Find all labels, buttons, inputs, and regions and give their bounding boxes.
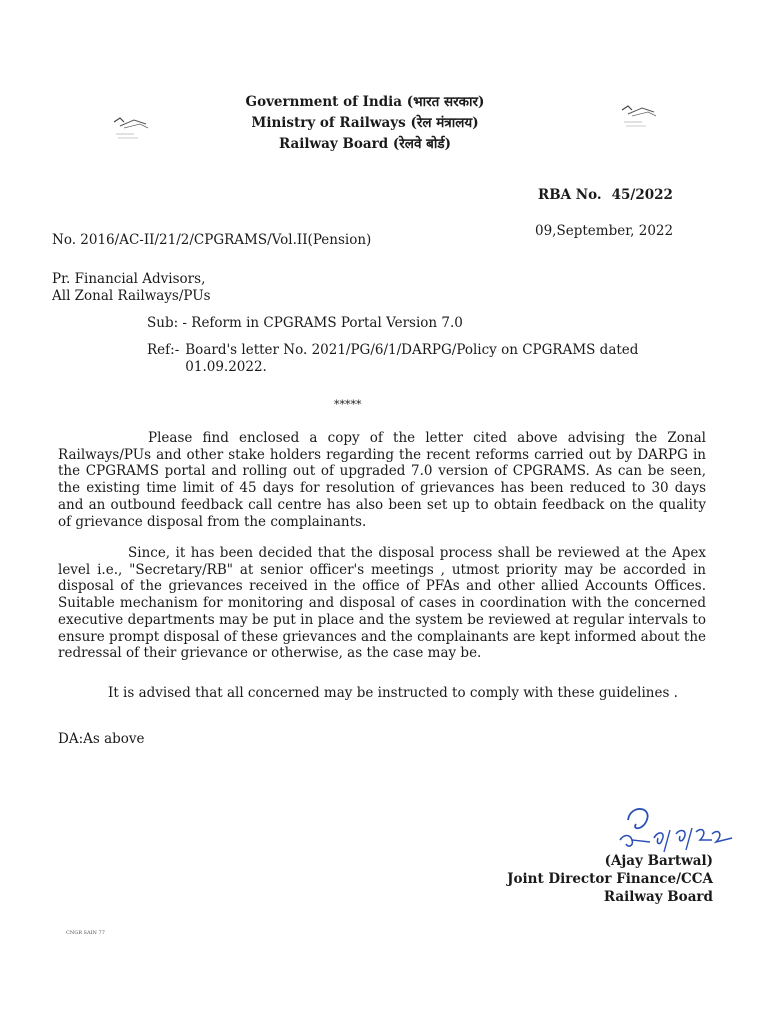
letterhead [200, 92, 530, 155]
rba-label: RBA No. [538, 187, 602, 203]
letter-date: 09,September, 2022 [535, 223, 674, 239]
signatory-office: Railway Board [603, 889, 713, 905]
indian-railways-logo-icon [608, 96, 668, 136]
addressee-line-2: All Zonal Railways/PUs [52, 288, 211, 304]
body-paragraph-1: Please find enclosed a copy of the letter cited above advising the Zonal Railways/PUs and other stake holders regarding the recent reforms carried out by DARPG in the CPGRAMS portal and rolling out of upgraded 7.0 version of CPGRAMS. As can be seen, the existing time limit of 45 days for resolution of grievances has been reduced to 30 days and an outbound feedback call centre has also been set up to obtain feedback on the quality of grievance disposal from the complainants. [58, 430, 706, 530]
signatory-designation: Joint Director Finance/CCA [507, 871, 713, 887]
separator: ***** [334, 398, 362, 411]
letterhead-government: Government of India (भारत सरकार) [245, 94, 485, 110]
indian-railways-logo-icon [100, 108, 160, 148]
rba-number [538, 187, 673, 203]
body-paragraph-3: It is advised that all concerned may be instructed to comply with these guidelines . [108, 685, 678, 701]
footer-code: CNGR SAIN 77 [66, 930, 105, 936]
letterhead-ministry: Ministry of Railways (रेल मंत्रालय) [251, 115, 479, 131]
body-paragraph-2: Since, it has been decided that the disposal process shall be reviewed at the Apex level i.e., "Secretary/RB" at senior officer's meetings , utmost priority may be accorded in disposal of the grievances received in the office of PFAs and other allied Accounts Offices. Suitable mechanism for monitoring and disposal of cases in coordination with the concerned executive departments may be put in place and the system be reviewed at regular intervals to ensure prompt disposal of these grievances and the complainants are kept informed about the redressal of their grievance or otherwise, as the case may be. [58, 545, 706, 662]
enclosure-note: DA:As above [58, 731, 145, 747]
subject-line: Sub: - Reform in CPGRAMS Portal Version 7.0 [147, 315, 463, 331]
signatory-name: (Ajay Bartwal) [604, 853, 713, 869]
reference-text: Board's letter No. 2021/PG/6/1/DARPG/Policy on CPGRAMS dated 01.09.2022. [185, 342, 639, 375]
reference-label: Ref:- [147, 342, 180, 358]
file-number: No. 2016/AC-II/21/2/CPGRAMS/Vol.II(Pension) [52, 232, 372, 248]
letterhead-board: Railway Board (रेलवे बोर्ड) [279, 136, 451, 152]
rba-value: 45/2022 [611, 187, 673, 203]
reference-line [147, 342, 707, 376]
addressee-line-1: Pr. Financial Advisors, [52, 271, 206, 287]
signatory-block [507, 852, 713, 906]
addressee [52, 271, 211, 305]
